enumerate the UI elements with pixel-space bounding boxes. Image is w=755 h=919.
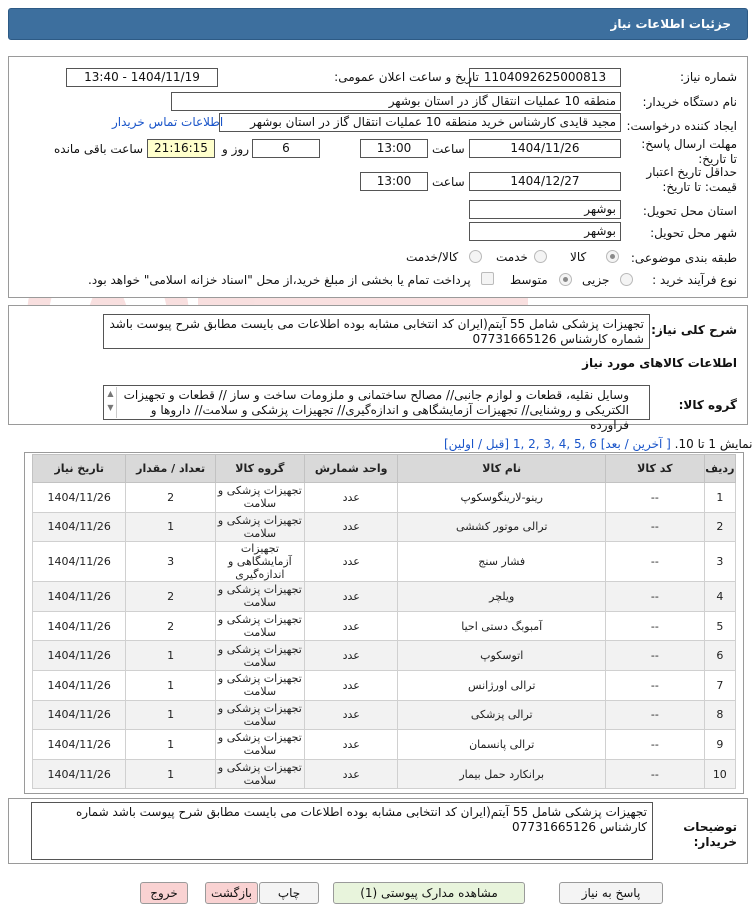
table-row	[33, 730, 736, 760]
process-minor-radio[interactable]	[620, 273, 633, 286]
delivery-city-field: بوشهر	[469, 222, 621, 241]
cell-name: فشار سنج	[398, 542, 606, 582]
need-number-field: 1104092625000813	[469, 68, 621, 87]
print-button[interactable]: چاپ	[259, 882, 319, 904]
summary-textarea[interactable]: تجهیزات پزشکی شامل 55 آیتم(ایران کد انتخابی مشابه بوده اطلاعات می بایست مطابق شرح پیوست باشد شماره کارشناس 07731665126	[103, 314, 650, 349]
cell-row-num: 5	[704, 611, 735, 641]
cell-group: تجهیزات پزشکی و سلامت	[215, 759, 304, 789]
cell-group: تجهیزات پزشکی و سلامت	[215, 700, 304, 730]
cell-date: 1404/11/26	[33, 759, 126, 789]
cell-unit: عدد	[305, 512, 398, 542]
col-header-date: تاریخ نیاز	[33, 455, 126, 483]
cell-row-num: 9	[704, 730, 735, 760]
cell-code: --	[606, 700, 705, 730]
cell-row-num: 4	[704, 582, 735, 612]
cell-group: تجهیزات پزشکی و سلامت	[215, 512, 304, 542]
cell-qty: 1	[126, 670, 215, 700]
cell-row-num: 6	[704, 641, 735, 671]
cell-code: --	[606, 759, 705, 789]
buyer-contact-link[interactable]: اطلاعات تماس خریدار	[112, 115, 224, 129]
table-row	[33, 483, 736, 513]
send-deadline-time-field: 13:00	[360, 139, 428, 158]
pagination-links[interactable]: [ آخرین / بعد] 6 ,5 ,4 ,3 ,2 ,1 [قبل / اولین]	[444, 437, 671, 451]
col-header-name: نام کالا	[398, 455, 606, 483]
price-validity-date-field: 1404/12/27	[469, 172, 621, 191]
send-deadline-time-label: ساعت	[432, 142, 465, 156]
reply-button[interactable]: پاسخ به نیاز	[559, 882, 663, 904]
table-row	[33, 670, 736, 700]
days-label: روز و	[222, 142, 249, 156]
cell-group: تجهیزات پزشکی و سلامت	[215, 611, 304, 641]
cell-qty: 1	[126, 730, 215, 760]
col-header-code: کد کالا	[606, 455, 705, 483]
table-row	[33, 582, 736, 612]
summary-label: شرح کلی نیاز:	[651, 323, 737, 337]
category-service-label: خدمت	[496, 250, 528, 264]
cell-code: --	[606, 512, 705, 542]
cell-qty: 1	[126, 700, 215, 730]
cell-group: تجهیزات پزشکی و سلامت	[215, 730, 304, 760]
days-remaining-field: 6	[252, 139, 320, 158]
cell-qty: 1	[126, 512, 215, 542]
remaining-time-label: ساعت باقی مانده	[54, 142, 144, 156]
requester-field: مجید قایدی کارشناس خرید منطقه 10 عملیات انتقال گاز در استان بوشهر	[219, 113, 621, 132]
cell-code: --	[606, 641, 705, 671]
cell-unit: عدد	[305, 759, 398, 789]
cell-name: اتوسکوپ	[398, 641, 606, 671]
table-header-row	[33, 455, 736, 483]
cell-name: ترالی اورژانس	[398, 670, 606, 700]
col-header-group: گروه کالا	[215, 455, 304, 483]
cell-code: --	[606, 483, 705, 513]
process-type-label: نوع فرآیند خرید :	[652, 273, 737, 287]
cell-qty: 1	[126, 759, 215, 789]
table-row	[33, 641, 736, 671]
table-row	[33, 611, 736, 641]
goods-group-textarea[interactable]: وسایل نقلیه، قطعات و لوازم جانبی// مصالح ساختمانی و ملزومات ساخت و ساز // قطعات و تجهیزات الکتریکی و روشنایی// تجهیزات آزمایشگاهی و اندازه‌گیری// تجهیزات پزشکی و سلامت// داروها و فراورده	[103, 385, 650, 420]
col-header-row-num: ردیف	[704, 455, 735, 483]
cell-unit: عدد	[305, 670, 398, 700]
cell-group: تجهیزات آزمایشگاهی و اندازه‌گیری	[215, 542, 304, 582]
cell-unit: عدد	[305, 641, 398, 671]
treasury-payment-note: پرداخت تمام یا بخشی از مبلغ خرید،از محل "اسناد خزانه اسلامی" خواهد بود.	[88, 273, 471, 287]
goods-group-label: گروه کالا:	[678, 398, 737, 412]
delivery-city-label: شهر محل تحویل:	[650, 226, 737, 240]
goods-section-title: اطلاعات کالاهای مورد نیاز	[582, 356, 737, 370]
category-label: طبقه بندی موضوعی:	[630, 251, 737, 265]
cell-date: 1404/11/26	[33, 611, 126, 641]
cell-name: برانکارد حمل بیمار	[398, 759, 606, 789]
cell-name: رینو-لارینگوسکوپ	[398, 483, 606, 513]
cell-code: --	[606, 611, 705, 641]
page-title: جزئیات اطلاعات نیاز	[610, 17, 731, 31]
exit-button[interactable]: خروج	[140, 882, 188, 904]
cell-group: تجهیزات پزشکی و سلامت	[215, 670, 304, 700]
cell-unit: عدد	[305, 611, 398, 641]
cell-date: 1404/11/26	[33, 641, 126, 671]
category-service-radio[interactable]	[534, 250, 547, 263]
price-validity-time-field: 13:00	[360, 172, 428, 191]
col-header-unit: واحد شمارش	[305, 455, 398, 483]
cell-row-num: 1	[704, 483, 735, 513]
cell-name: آمبوبگ دستی احیا	[398, 611, 606, 641]
price-validity-label: حداقل تاریخ اعتبار قیمت: تا تاریخ:	[646, 165, 737, 194]
cell-code: --	[606, 542, 705, 582]
cell-qty: 2	[126, 483, 215, 513]
cell-name: ویلچر	[398, 582, 606, 612]
attachments-button[interactable]: مشاهده مدارک پیوستی (1)	[333, 882, 525, 904]
goods-group-scrollbar[interactable]: ▲ ▼	[105, 387, 117, 418]
category-goods-radio[interactable]	[606, 250, 619, 263]
cell-date: 1404/11/26	[33, 582, 126, 612]
cell-date: 1404/11/26	[33, 512, 126, 542]
category-goods-service-radio[interactable]	[469, 250, 482, 263]
cell-name: ترالی پانسمان	[398, 730, 606, 760]
send-deadline-label: مهلت ارسال پاسخ: تا تاریخ:	[641, 137, 737, 166]
cell-date: 1404/11/26	[33, 700, 126, 730]
pagination	[444, 437, 752, 451]
process-minor-label: جزیی	[582, 273, 610, 287]
items-table-wrap	[32, 454, 736, 789]
cell-unit: عدد	[305, 542, 398, 582]
cell-code: --	[606, 582, 705, 612]
cell-unit: عدد	[305, 582, 398, 612]
price-validity-time-label: ساعت	[432, 175, 465, 189]
announce-datetime-field: 1404/11/19 - 13:40	[66, 68, 218, 87]
cell-qty: 3	[126, 542, 215, 582]
cell-unit: عدد	[305, 700, 398, 730]
table-row	[33, 700, 736, 730]
cell-date: 1404/11/26	[33, 542, 126, 582]
cell-row-num: 3	[704, 542, 735, 582]
cell-group: تجهیزات پزشکی و سلامت	[215, 641, 304, 671]
remaining-time-field: 21:16:15	[147, 139, 215, 158]
cell-date: 1404/11/26	[33, 730, 126, 760]
buyer-notes-textarea[interactable]: تجهیزات پزشکی شامل 55 آیتم(ایران کد انتخابی مشابه بوده اطلاعات می بایست مطابق شرح پیوست باشد شماره کارشناس 07731665126	[31, 802, 653, 860]
cell-qty: 2	[126, 611, 215, 641]
send-deadline-date-field: 1404/11/26	[469, 139, 621, 158]
items-table	[32, 454, 736, 789]
table-row	[33, 759, 736, 789]
table-row	[33, 512, 736, 542]
cell-qty: 1	[126, 641, 215, 671]
page-title-bar	[8, 8, 748, 40]
delivery-province-label: استان محل تحویل:	[642, 204, 737, 218]
cell-name: ترالی پزشکی	[398, 700, 606, 730]
cell-name: ترالی موتور کششی	[398, 512, 606, 542]
requester-label: ایجاد کننده درخواست:	[626, 119, 737, 133]
buyer-org-label: نام دستگاه خریدار:	[642, 95, 737, 109]
cell-row-num: 8	[704, 700, 735, 730]
table-row	[33, 542, 736, 582]
cell-date: 1404/11/26	[33, 670, 126, 700]
delivery-province-field: بوشهر	[469, 200, 621, 219]
process-medium-radio[interactable]	[559, 273, 572, 286]
col-header-qty: تعداد / مقدار	[126, 455, 215, 483]
back-button[interactable]: بازگشت	[205, 882, 258, 904]
cell-unit: عدد	[305, 730, 398, 760]
cell-date: 1404/11/26	[33, 483, 126, 513]
announce-label: تاریخ و ساعت اعلان عمومی:	[334, 70, 479, 84]
cell-group: تجهیزات پزشکی و سلامت	[215, 483, 304, 513]
cell-group: تجهیزات پزشکی و سلامت	[215, 582, 304, 612]
cell-row-num: 2	[704, 512, 735, 542]
buyer-notes-label: توضیحات خریدار:	[683, 820, 737, 849]
cell-qty: 2	[126, 582, 215, 612]
cell-row-num: 10	[704, 759, 735, 789]
need-number-label: شماره نیاز:	[680, 70, 737, 84]
category-goods-label: کالا	[570, 250, 587, 264]
treasury-payment-checkbox[interactable]	[481, 272, 494, 285]
cell-unit: عدد	[305, 483, 398, 513]
category-goods-service-label: کالا/خدمت	[406, 250, 459, 264]
cell-code: --	[606, 730, 705, 760]
cell-code: --	[606, 670, 705, 700]
process-medium-label: متوسط	[510, 273, 548, 287]
buyer-org-field: منطقه 10 عملیات انتقال گاز در استان بوشهر	[171, 92, 621, 111]
cell-row-num: 7	[704, 670, 735, 700]
pagination-showing: نمایش 1 تا 10.	[674, 437, 753, 451]
